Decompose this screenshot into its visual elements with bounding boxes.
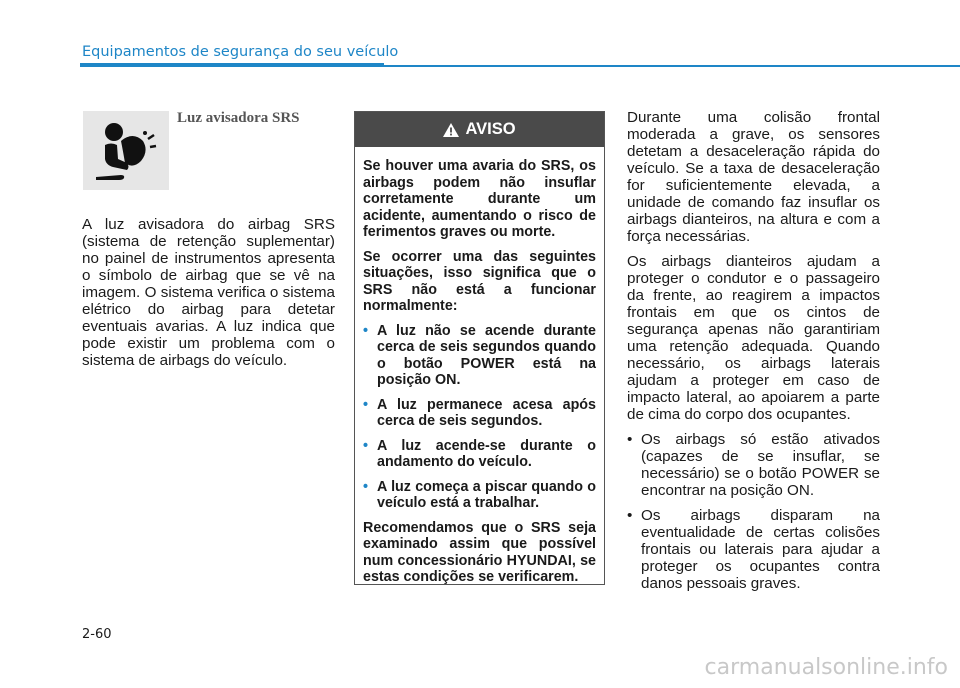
warning-triangle-icon xyxy=(443,123,459,137)
airbag-icon-box xyxy=(83,111,169,190)
warning-paragraph-2: Se ocorrer uma das seguintes situações, isso significa que o SRS não está a funcionar normalmente: xyxy=(363,248,596,314)
right-column xyxy=(627,109,880,600)
watermark: carmanualsonline.info xyxy=(704,655,948,680)
warning-list-item: • A luz acende-se durante o andamento do veículo. xyxy=(363,437,596,470)
right-paragraph-1: Durante uma colisão frontal moderada a grave, os sensores detetam a desaceleração rápida do veículo. Se a taxa de desaceleração for suficientemente elevada, a unidade de comando faz insuflar os airbags dianteiros, na altura e com a força necessárias. xyxy=(627,109,880,245)
left-paragraph: A luz avisadora do airbag SRS (sistema de retenção suplementar) no painel de instrumentos apresenta o símbolo de airbag que se vê na imagem. O sistema verifica o sistema elétrico do airbag para detetar eventuais avarias. A luz indica que pode existir um problema com o sistema de airbags do veículo. xyxy=(82,216,335,369)
right-list-item: • Os airbags só estão ativados (capazes de se insuflar, se necessário) se o botão POWER se encontrar na posição ON. xyxy=(627,431,880,499)
warning-header xyxy=(355,112,604,147)
warning-body xyxy=(355,147,604,586)
header-accent-bar xyxy=(80,63,384,67)
right-paragraph-2: Os airbags dianteiros ajudam a proteger o condutor e o passageiro da frente, ao reagirem a impactos frontais em que os cintos de segurança apenas não garantiriam uma retenção adequada. Quando necessário, os airbags laterais ajudam a proteger em caso de impacto lateral, ao apoiarem a parte de cima do corpo dos ocupantes. xyxy=(627,253,880,423)
warning-list xyxy=(363,323,596,512)
header-rule xyxy=(384,65,960,67)
page-number: 2-60 xyxy=(82,627,112,642)
warning-list-item: • A luz não se acende durante cerca de seis segundos quando o botão POWER está na posição ON. xyxy=(363,322,596,388)
warning-list-item: • A luz começa a piscar quando o veículo está a trabalhar. xyxy=(363,478,596,511)
right-list-item: • Os airbags disparam na eventualidade de certas colisões frontais ou laterais para ajudar a proteger os ocupantes contra danos pessoais graves. xyxy=(627,507,880,592)
right-list xyxy=(627,431,880,592)
header-title: Equipamentos de segurança do seu veículo xyxy=(82,44,399,60)
warning-paragraph-1: Se houver uma avaria do SRS, os airbags podem não insuflar corretamente durante um acidente, aumentando o risco de ferimentos graves ou morte. xyxy=(363,158,596,240)
warning-list-item: • A luz permanece acesa após cerca de seis segundos. xyxy=(363,396,596,429)
warning-box xyxy=(354,111,605,585)
warning-label: AVISO xyxy=(465,120,516,138)
warning-paragraph-3: Recomendamos que o SRS seja examinado assim que possível num concessionário HYUNDAI, se estas condições se verificarem. xyxy=(363,519,596,585)
airbag-warning-icon xyxy=(91,119,161,183)
srs-heading: Luz avisadora SRS xyxy=(177,110,300,126)
